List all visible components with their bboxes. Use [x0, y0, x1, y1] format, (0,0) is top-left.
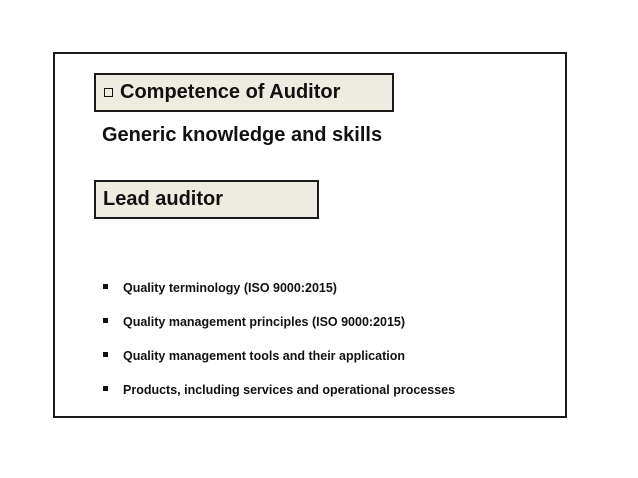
checkbox-bullet-icon [104, 88, 113, 97]
lead-auditor-box [94, 180, 319, 219]
list-item [100, 339, 455, 373]
slide-title: Competence of Auditor [120, 81, 341, 103]
list-item [100, 271, 455, 305]
square-bullet-icon [103, 284, 108, 289]
lead-auditor-label: Lead auditor [103, 188, 224, 210]
list-item [100, 373, 455, 407]
square-bullet-icon [103, 386, 108, 391]
list-item-text: Quality management tools and their application [123, 349, 405, 363]
list-item-text: Quality management principles (ISO 9000:2015) [123, 315, 406, 329]
slide-subtitle: Generic knowledge and skills [102, 124, 383, 146]
list-item-text: Quality terminology (ISO 9000:2015) [123, 281, 337, 295]
bullet-list [100, 271, 455, 407]
title-box [94, 73, 394, 112]
list-item [100, 305, 455, 339]
square-bullet-icon [103, 318, 108, 323]
list-item-text: Products, including services and operational processes [123, 383, 456, 397]
square-bullet-icon [103, 352, 108, 357]
